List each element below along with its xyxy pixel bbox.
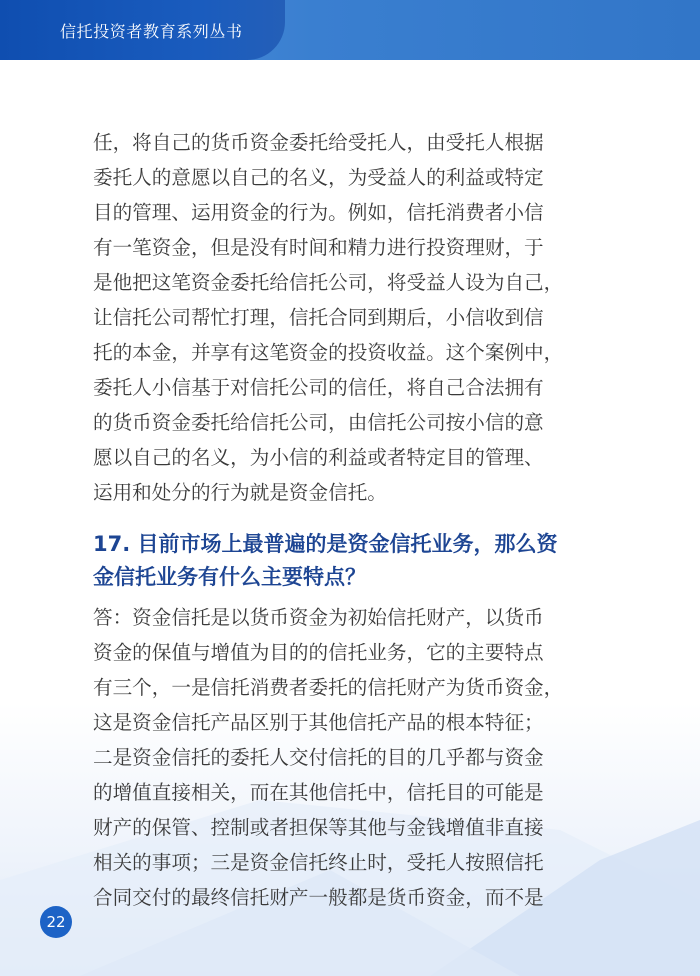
text-line: 委托人的意愿以自己的名义，为受益人的利益或特定 [93, 166, 544, 189]
text-line: 运用和处分的行为就是资金信托。 [93, 481, 387, 504]
series-title: 信托投资者教育系列丛书 [60, 22, 243, 41]
page-number-badge: 22 [40, 906, 72, 938]
text-line: 这是资金信托产品区别于其他信托产品的根本特征； [93, 711, 544, 734]
text-line: 托的本金，并享有这笔资金的投资收益。这个案例中， [93, 341, 564, 364]
text-line: 答：资金信托是以货币资金为初始信托财产，以货币 [93, 606, 544, 629]
text-line: 资金的保值与增值为目的的信托业务，它的主要特点 [93, 641, 544, 664]
text-line: 任，将自己的货币资金委托给受托人，由受托人根据 [93, 131, 544, 154]
text-line: 愿以自己的名义，为小信的利益或者特定目的管理、 [93, 446, 544, 469]
text-line: 财产的保管、控制或者担保等其他与金钱增值非直接 [93, 816, 544, 839]
main-content [93, 125, 573, 915]
text-line: 有三个，一是信托消费者委托的信托财产为货币资金， [93, 676, 564, 699]
answer-paragraph [93, 600, 573, 915]
text-line: 相关的事项；三是资金信托终止时，受托人按照信托 [93, 851, 544, 874]
question-heading [93, 528, 573, 594]
text-line: 是他把这笔资金委托给信托公司，将受益人设为自己， [93, 271, 564, 294]
text-line: 合同交付的最终信托财产一般都是货币资金，而不是 [93, 886, 544, 909]
text-line: 二是资金信托的委托人交付信托的目的几乎都与资金 [93, 746, 544, 769]
text-line: 有一笔资金，但是没有时间和精力进行投资理财，于 [93, 236, 544, 259]
heading-line: 金信托业务有什么主要特点？ [93, 565, 366, 589]
text-line: 让信托公司帮忙打理，信托合同到期后，小信收到信 [93, 306, 544, 329]
text-line: 的增值直接相关，而在其他信托中，信托目的可能是 [93, 781, 544, 804]
text-line: 委托人小信基于对信托公司的信任，将自己合法拥有 [93, 376, 544, 399]
intro-paragraph [93, 125, 573, 510]
text-line: 的货币资金委托给信托公司，由信托公司按小信的意 [93, 411, 544, 434]
heading-line: 17. 目前市场上最普遍的是资金信托业务，那么资 [93, 532, 558, 556]
text-line: 目的管理、运用资金的行为。例如，信托消费者小信 [93, 201, 544, 224]
